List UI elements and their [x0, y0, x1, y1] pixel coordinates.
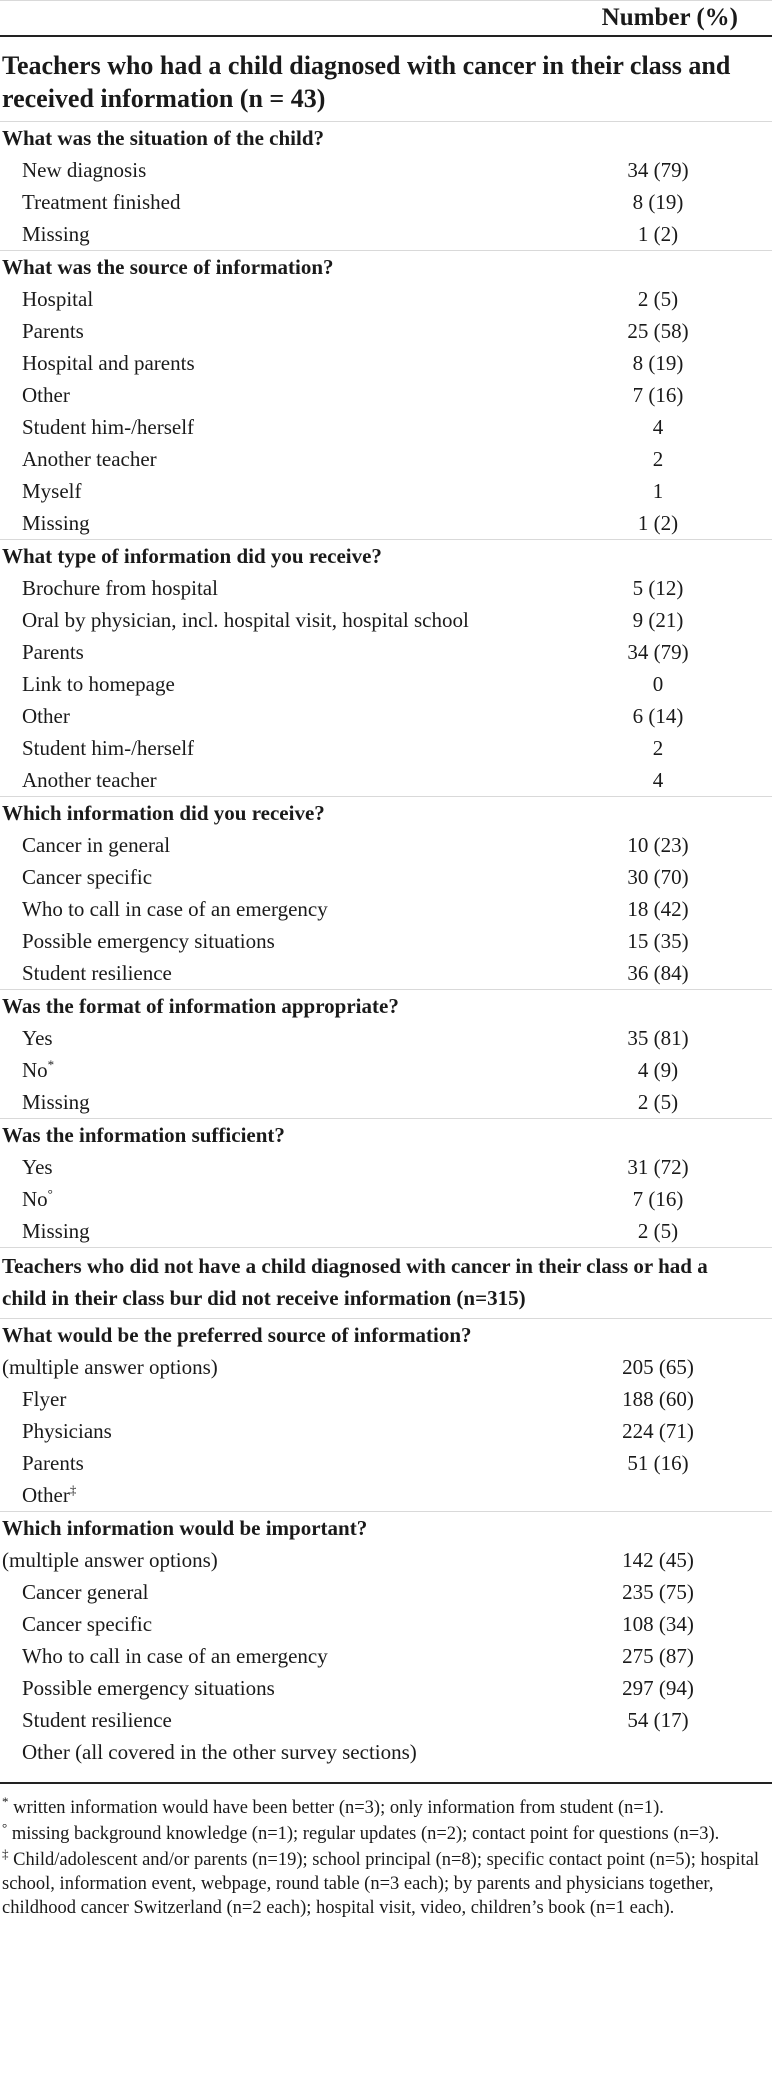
row-label: Other: [22, 382, 70, 407]
row-value: 297 (94): [622, 1675, 694, 1700]
table-row: [0, 379, 772, 411]
row-value: 2 (5): [637, 286, 679, 311]
row-label: Parents: [22, 639, 84, 664]
row-value: 8 (19): [632, 189, 684, 214]
question-heading: What was the situation of the child?: [0, 121, 772, 154]
row-value: 188 (60): [622, 1386, 694, 1411]
row-value: 235 (75): [622, 1579, 694, 1604]
footnote-mark: °: [47, 1185, 53, 1201]
row-value: 2 (5): [637, 1089, 679, 1114]
table-row: [0, 1608, 772, 1640]
row-label: Missing: [22, 1089, 90, 1114]
row-value: 224 (71): [622, 1418, 694, 1443]
row-value: 4: [652, 767, 664, 792]
table-row: [0, 1086, 772, 1118]
row-label: Other (all covered in the other survey sections): [22, 1739, 417, 1764]
row-label: Parents: [22, 1450, 84, 1475]
question-heading: What was the source of information?: [0, 250, 772, 283]
section-received-info: [0, 121, 772, 1247]
row-label: Student him-/herself: [22, 735, 195, 760]
row-label: Cancer in general: [22, 832, 171, 857]
row-label: Who to call in case of an emergency: [22, 1643, 328, 1668]
footnote-text: written information would have been better (n=3); only information from student (n=1).: [8, 1798, 664, 1818]
table-row: [0, 1383, 772, 1415]
row-value: 34 (79): [627, 639, 689, 664]
table-row: [0, 1447, 772, 1479]
row-label: (multiple answer options): [2, 1547, 218, 1572]
row-label: Hospital: [22, 286, 94, 311]
table-row: [0, 507, 772, 539]
table-row: [0, 636, 772, 668]
table-row: [0, 1479, 772, 1511]
table-row: [0, 604, 772, 636]
table-row: [0, 829, 772, 861]
row-label: Possible emergency situations: [22, 1675, 275, 1700]
row-label: Yes: [22, 1154, 53, 1179]
table-row: [0, 1544, 772, 1576]
row-value: 6 (14): [632, 703, 684, 728]
row-value: 36 (84): [627, 960, 689, 985]
row-label: Myself: [22, 478, 82, 503]
table-row: [0, 1151, 772, 1183]
row-value: 8 (19): [632, 350, 684, 375]
row-value: 10 (23): [627, 832, 689, 857]
row-label: Cancer specific: [22, 864, 153, 889]
table-row: [0, 925, 772, 957]
table-row: [0, 1672, 772, 1704]
row-label: Flyer: [22, 1386, 67, 1411]
row-label: Brochure from hospital: [22, 575, 218, 600]
row-label: Other‡: [22, 1481, 77, 1507]
table-row: [0, 154, 772, 186]
footnote-text: Child/adolescent and/or parents (n=19); school principal (n=8); specific contact point (n=5); hospital school, information event, webpage, round table (n=3 each); by parents and physicians together, childhood cancer Switzerland (n=2 each); hospital visit, video, children’s book (n=1 each).: [2, 1850, 760, 1918]
row-value: 30 (70): [627, 864, 689, 889]
row-value: 2 (5): [637, 1218, 679, 1243]
row-value: 1: [652, 478, 664, 503]
row-label: Yes: [22, 1025, 53, 1050]
table-row: [0, 861, 772, 893]
question-heading: Was the format of information appropriate?: [0, 989, 772, 1022]
row-value: 2: [652, 735, 664, 760]
row-label: Another teacher: [22, 767, 157, 792]
row-label: Another teacher: [22, 446, 157, 471]
row-value: 35 (81): [627, 1025, 689, 1050]
table-row: [0, 700, 772, 732]
row-label: Parents: [22, 318, 84, 343]
table-row: [0, 283, 772, 315]
row-value: 4: [652, 414, 664, 439]
table-row: [0, 1640, 772, 1672]
row-value: 1 (2): [637, 510, 679, 535]
table-row: [0, 347, 772, 379]
section-title-no-info: Teachers who did not have a child diagnosed with cancer in their class or had a child in their class bur did not receive information (n=315): [0, 1247, 772, 1318]
footnote-mark: *: [47, 1056, 55, 1072]
column-header-number: Number (%): [601, 4, 738, 31]
row-label: New diagnosis: [22, 157, 147, 182]
row-label: Other: [22, 703, 70, 728]
row-value: 275 (87): [622, 1643, 694, 1668]
row-value: 1 (2): [637, 221, 679, 246]
row-label: Physicians: [22, 1418, 112, 1443]
row-value: 4 (9): [637, 1057, 679, 1082]
table-row: [0, 732, 772, 764]
row-label: Student resilience: [22, 1707, 172, 1732]
footnote-text: missing background knowledge (n=1); regular updates (n=2); contact point for questions (n=3).: [7, 1824, 720, 1844]
footnote-mark: *: [2, 1793, 9, 1809]
table-row: [0, 1704, 772, 1736]
row-label: Missing: [22, 1218, 90, 1243]
question-heading: What would be the preferred source of information?: [0, 1318, 772, 1351]
table-row: [0, 1215, 772, 1247]
question-heading: What type of information did you receive?: [0, 539, 772, 572]
row-value: 31 (72): [627, 1154, 689, 1179]
table-row: [0, 893, 772, 925]
table-row: [0, 1022, 772, 1054]
table-row: [0, 1415, 772, 1447]
section-title-received-info: Teachers who had a child diagnosed with cancer in their class and received information (n = 43): [2, 51, 731, 113]
row-value: 25 (58): [627, 318, 689, 343]
table-row: [0, 411, 772, 443]
row-label: Student him-/herself: [22, 414, 195, 439]
table-header: [0, 1, 772, 37]
footnote: [2, 1819, 760, 1846]
row-value: 7 (16): [632, 1186, 684, 1211]
table-row: [0, 1183, 772, 1215]
section-no-info: [0, 1318, 772, 1768]
row-label: Possible emergency situations: [22, 928, 275, 953]
footnote: [2, 1793, 760, 1820]
row-label: No°: [22, 1185, 53, 1211]
table-row: [0, 1576, 772, 1608]
row-value: 0: [652, 671, 664, 696]
table-row: [0, 1351, 772, 1383]
table-row: [0, 668, 772, 700]
row-label: Treatment finished: [22, 189, 181, 214]
row-label: Student resilience: [22, 960, 172, 985]
question-heading: Which information would be important?: [0, 1511, 772, 1544]
row-value: 9 (21): [632, 607, 684, 632]
table-row: [0, 186, 772, 218]
row-label: Oral by physician, incl. hospital visit, hospital school: [22, 607, 469, 632]
footnotes: [0, 1784, 772, 1920]
row-label: Who to call in case of an emergency: [22, 896, 328, 921]
row-label: Hospital and parents: [22, 350, 195, 375]
row-value: 54 (17): [627, 1707, 689, 1732]
row-value: 18 (42): [627, 896, 689, 921]
question-heading: Which information did you receive?: [0, 796, 772, 829]
table-row: [0, 764, 772, 796]
row-value: 142 (45): [622, 1547, 694, 1572]
table-row: [0, 1736, 772, 1768]
table-row: [0, 218, 772, 250]
table-row: [0, 572, 772, 604]
table-row: [0, 315, 772, 347]
row-label: (multiple answer options): [2, 1354, 218, 1379]
row-value: 205 (65): [622, 1354, 694, 1379]
table-row: [0, 475, 772, 507]
row-label: Cancer general: [22, 1579, 149, 1604]
row-label: Missing: [22, 221, 90, 246]
question-heading: Was the information sufficient?: [0, 1118, 772, 1151]
row-value: 34 (79): [627, 157, 689, 182]
row-value: 5 (12): [632, 575, 684, 600]
row-value: 51 (16): [627, 1450, 689, 1475]
footnote-mark: °: [2, 1819, 8, 1835]
row-label: Link to homepage: [22, 671, 175, 696]
row-label: Missing: [22, 510, 90, 535]
footnote-mark: ‡: [2, 1845, 9, 1861]
row-value: 2: [652, 446, 664, 471]
row-label: Cancer specific: [22, 1611, 153, 1636]
table-row: [0, 957, 772, 989]
table-row: [0, 443, 772, 475]
table-row: [0, 1054, 772, 1086]
footnote-mark: ‡: [69, 1481, 77, 1497]
row-value: 108 (34): [622, 1611, 694, 1636]
row-value: 15 (35): [627, 928, 689, 953]
row-value: 7 (16): [632, 382, 684, 407]
footnote: [2, 1845, 760, 1920]
row-label: No*: [22, 1056, 55, 1082]
